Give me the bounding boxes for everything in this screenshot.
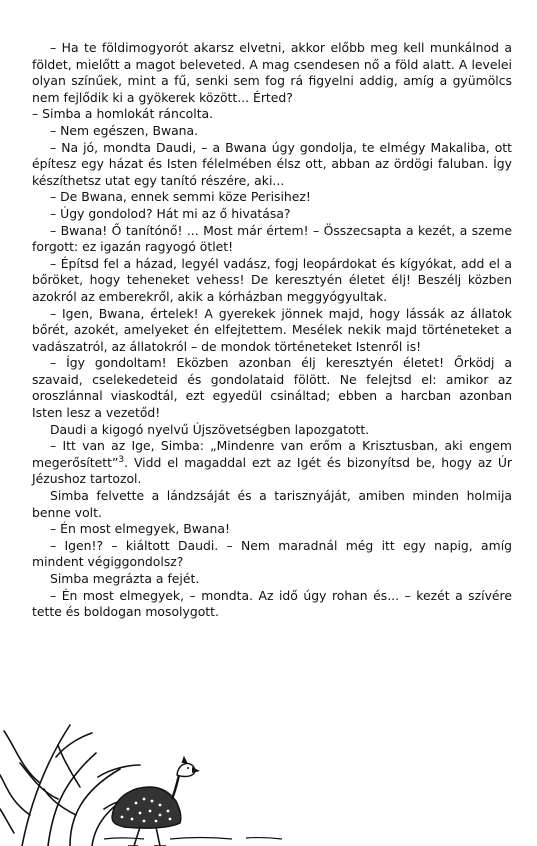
paragraph: Daudi a kigogó nyelvű Újszövetségben lapozgatott.	[50, 421, 370, 437]
quote-text: – Itt van az Ige, Simba: „Mindenre van erőm a Krisztusban, aki engem megerősített”	[32, 438, 512, 470]
paragraph: – Én most elmegyek, Bwana!	[50, 521, 230, 537]
paragraph: – Igen, Bwana, értelek! A gyerekek jönnek majd, hogy lássák az állatok bőrét, azokét, amelyeket én elfejtettem. Mesélek nekik majd történeteket a vadászatról, az állatokról – de mondok történeteket Istenről is!	[32, 305, 512, 354]
guinea-fowl-illustration	[0, 705, 537, 846]
page-text	[32, 40, 512, 621]
quote-after: . Vidd el magaddal ezt az Igét és bizonyítsd be, hogy az Úr Jézushoz tartozol.	[32, 454, 512, 487]
guinea-fowl	[112, 757, 200, 846]
paragraph: – De Bwana, ennek semmi köze Perisihez!	[50, 189, 311, 205]
paragraph: Simba felvette a lándzsáját és a tarisznyáját, amiben minden holmija benne volt.	[32, 488, 512, 520]
grass-blade	[0, 775, 30, 815]
paragraph: – Építsd fel a házad, legyél vadász, fogj leopárdokat és kígyókat, add el a bőröket, hogy teheneket vehess! De keresztyén életet élj! Beszélj közben azokról az emberekről, akik a kórházban meggyógyultak.	[32, 255, 512, 304]
paragraph: – Így gondoltam! Eközben azonban élj keresztyén életet! Őrködj a szavaid, cselekedeteid és gondolataid fölött. Ne felejtsd el: amikor az oroszlánnal viaskodtál, ezt egyedül csináltad; ebben a harcban azonban Isten lesz a vezetőd!	[32, 355, 512, 421]
grass-blade	[98, 765, 140, 777]
paragraph: – Ha te földimogyorót akarsz elvetni, akkor előbb meg kell munkálnod a földet, mielőtt a magot beleveted. A mag csendesen nő a föld alatt. A levelei olyan színűek, mint a fű, senki sem fog rá figyelni addig, amíg a gyümölcs nem fejlődik ki a gyökerek között... Érted?	[32, 40, 512, 105]
grass-stalk	[48, 753, 96, 846]
paragraph: – Simba a homlokát ráncolta.	[32, 106, 214, 122]
paragraph: – Én most elmegyek, – mondta. Az idő úgy rohan és... – kezét a szívére tette és boldogan mosolygott.	[32, 587, 512, 620]
footnote-marker: 3	[118, 454, 125, 465]
paragraph: – Na jó, mondta Daudi, – a Bwana úgy gondolja, te elmégy Makaliba, ott építesz egy házat és Isten félelmében élsz ott, abban az ördögi faluban. Így készíthetsz utat egy tanító részére, aki...	[32, 139, 512, 188]
paragraph: – Bwana! Ő tanítónő! ... Most már értem! – Összecsapta a kezét, a szeme forgott: ez igazán ragyogó ötlet!	[32, 222, 512, 255]
paragraph	[32, 438, 512, 488]
paragraph: – Nem egészen, Bwana.	[50, 122, 199, 138]
grass-blade	[0, 809, 14, 833]
grass-stalk	[22, 725, 70, 846]
grass-blade	[4, 731, 40, 783]
ground-line	[104, 838, 282, 840]
paragraph: – Igen!? – kiáltott Daudi. – Nem maradnál még itt egy napig, amíg mindent végiggondolsz?	[32, 537, 512, 570]
paragraph: Simba megrázta a fejét.	[50, 571, 200, 586]
paragraph: – Úgy gondolod? Hát mi az ő hivatása?	[50, 205, 291, 221]
